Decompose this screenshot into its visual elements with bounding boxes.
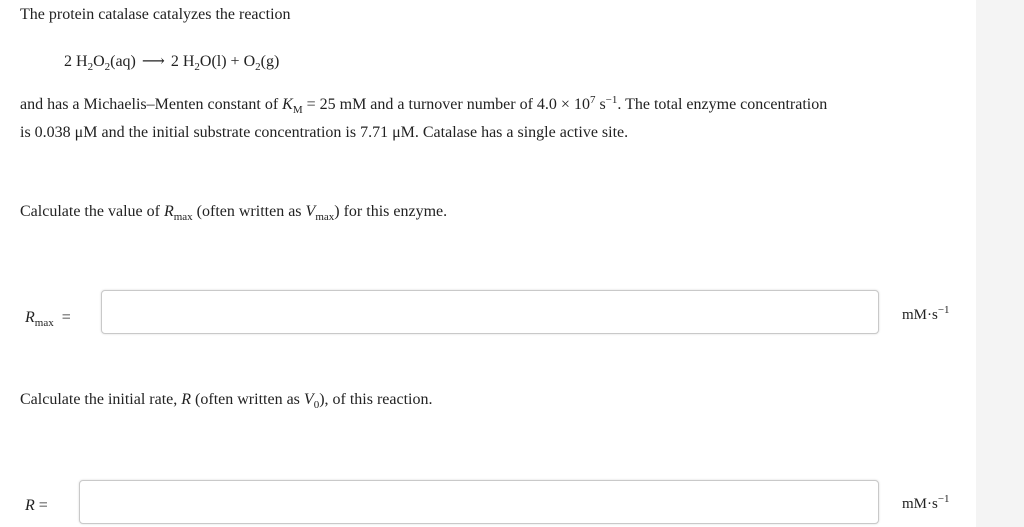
reaction-arrow: ⟶ xyxy=(141,53,165,70)
rmax-label: $R_{max}$ = xyxy=(25,309,71,329)
r-label: R = xyxy=(25,497,48,514)
coef-2: 2 xyxy=(170,53,179,70)
km-symbol: K xyxy=(282,96,293,113)
r-symbol: R xyxy=(163,203,174,220)
question-1-prompt: Calculate the value of $R_{max}$ (often written as $V_{max}$) for this enzyme. xyxy=(20,203,448,223)
rmax-unit: $mM\cdot s^{-1}$ xyxy=(902,304,950,323)
problem-text-line-1: and has a Michaelis–Menten constant of $K_M = 25$ mM and a turnover number of $4.0 \times 10^7$ $s^{-1}$. The total enzyme concentration xyxy=(20,94,828,116)
question-2-prompt: Calculate the initial rate, R (often written as $V_0$), of this reaction. xyxy=(20,391,433,411)
reaction-equation: 2 $H_2O_2(aq)$ ⟶ 2 $H_2O(l) + O_2(g)$ xyxy=(64,53,280,73)
initial-rate-input[interactable] xyxy=(79,480,879,524)
r-symbol: R xyxy=(181,391,192,408)
v-symbol: V xyxy=(303,391,314,408)
intro-text: The protein catalase catalyzes the reaction xyxy=(20,6,291,23)
problem-text-line-2: is 0.038 μM and the initial substrate concentration is 7.71 μM. Catalase has a single active site. xyxy=(20,124,629,141)
rmax-input[interactable] xyxy=(101,290,879,334)
coef-1: 2 xyxy=(64,53,72,70)
v-symbol: V xyxy=(305,203,316,220)
initial-rate-unit: $mM\cdot s^{-1}$ xyxy=(902,493,950,512)
